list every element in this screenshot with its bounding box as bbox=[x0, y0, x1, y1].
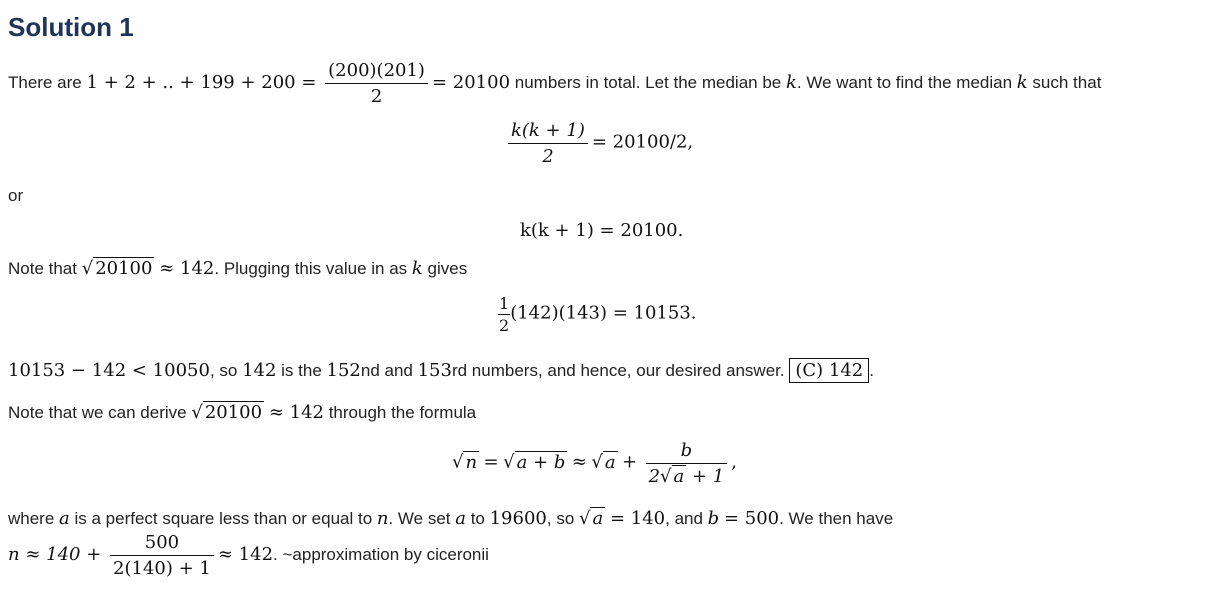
paragraph-perfect-square: where a is a perfect square less than or equal to n. We set a to 19600, so √ a = 140, and b = 500. We then have bbox=[8, 508, 894, 529]
paragraph-conclusion: 10153 − 142 < 10050, so 142 is the 152nd and 153rd numbers, and hence, our desired answer. (C) 142 . bbox=[8, 360, 874, 381]
solution-heading: Solution 1 bbox=[8, 12, 134, 42]
equation-median-half: $\frac{k(k + 1)}{2}$ = 20100/2, bbox=[504, 120, 693, 167]
text-or: or bbox=[8, 186, 24, 205]
paragraph-final-approximation: n ≈ 140 + $\frac{500}{2(140) + 1}$ ≈ 142. ~approximation by ciceronii bbox=[8, 532, 489, 579]
fraction-total: $\frac{(200)(201)}{2}$ bbox=[325, 60, 428, 107]
boxed-answer: (C) 142 bbox=[789, 358, 869, 383]
equation-sqrt-approximation: √ n = √ a + b ≈ √ a + $\frac{b}{2√ a + 1}$ , bbox=[452, 440, 737, 487]
equation-half-product: $\frac{1}{2}$ (142)(143) = 10153. bbox=[499, 294, 697, 335]
paragraph-total-count: There are 1 + 2 + .. + 199 + 200 = $\frac{(200)(201)}{2}$ = 20100 numbers in total. Let the median be k. We want to find the median k such that bbox=[8, 60, 1102, 107]
paragraph-sqrt-estimate: Note that √ 20100 ≈ 142. Plugging this value in as k gives bbox=[8, 258, 468, 279]
equation-product: k(k + 1) = 20100. bbox=[520, 220, 684, 241]
paragraph-derive-note: Note that we can derive √ 20100 ≈ 142 through the formula bbox=[8, 402, 477, 423]
